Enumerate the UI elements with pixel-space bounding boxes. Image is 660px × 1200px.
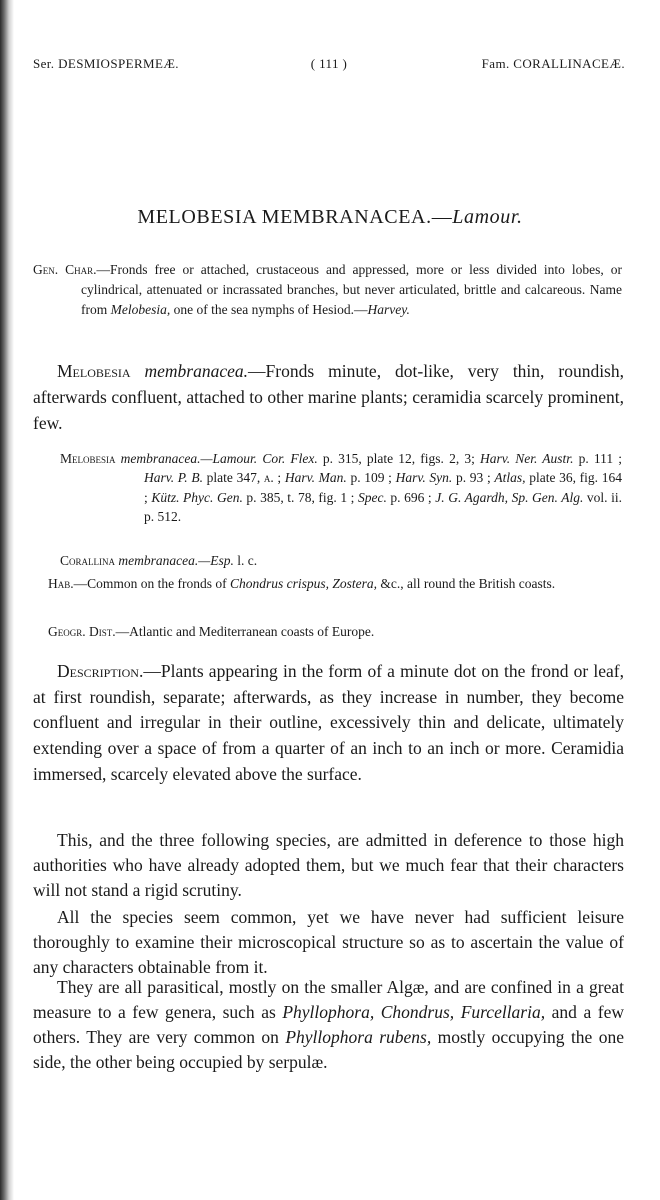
habitat <box>33 574 622 594</box>
gen-char-authority: Harvey. <box>367 302 410 317</box>
paragraph-text: They are all parasitical, mostly on the smaller Algæ, and are confined in a great measure to a few genera, such as <box>33 977 624 1022</box>
synonym-ref: Harv. Man. <box>284 470 347 486</box>
species-title-name: MELOBESIA MEMBRANACEA.— <box>137 206 453 228</box>
paragraph-text: mostly occupying the one side, the other being occupied by serpulæ. <box>33 1027 624 1072</box>
synonym-ref: a. <box>263 470 274 486</box>
description-text: —Plants appearing in the form of a minute dot on the frond or leaf, at first roundish, separate; afterwards, as they increase in number, they become confluent and irregular in their outline, excessively thin and delicate, ultimately extending over a space of from a quarter of an inch to an inch or more. Ceramidia immersed, scarcely elevated above the surface. <box>33 661 624 784</box>
synonym-ref: J. G. Agardh, Sp. Gen. Alg. <box>435 489 584 505</box>
geogr-text: —Atlantic and Mediterranean coasts of Europe. <box>115 624 375 639</box>
synonym-species: membranacea.—Esp. <box>118 553 234 568</box>
synonym-genus: Corallina <box>60 553 115 568</box>
description <box>33 659 624 788</box>
synonym-ref: Harv. P. B. <box>144 470 203 486</box>
synonym-ref: vol. ii. p. 512. <box>144 489 622 525</box>
description-label: Description. <box>57 661 144 681</box>
synonym-ref: p. 315, plate 12, figs. 2, 3; <box>317 451 481 466</box>
geogr-label: Geogr. Dist. <box>48 624 116 639</box>
diagnosis-species: membranacea. <box>144 361 249 381</box>
gen-char-italic-genus: Melobesia, <box>110 302 171 317</box>
paragraph <box>33 975 624 1075</box>
synonym-ref: p. 93 ; <box>452 470 495 486</box>
synonym-ref: plate 36, fig. 164 ; <box>144 470 622 505</box>
species-diagnosis <box>33 358 624 436</box>
header-page-number: ( 111 ) <box>310 56 348 71</box>
synonym-species: membranacea.—Lamour. Cor. Flex. <box>120 451 318 466</box>
paragraph-species: Phyllophora rubens, <box>285 1027 432 1047</box>
paragraph: All the species seem common, yet we have never had sufficient leisure thoroughly to examine their microscopical structure so as to ascertain the value of any characters obtainable from it. <box>33 907 624 977</box>
synonym-ref: l. c. <box>233 553 258 568</box>
gen-char-text-2: one of the sea nymphs of Hesiod.— <box>170 302 368 317</box>
habitat-text: —Common on the fronds of <box>73 576 231 591</box>
gen-char-text: —Fronds free or attached, crustaceous and appressed, more or less divided into lobes, or cylindrical, attenuated or incrassated branches, but never articulated, brittle and calcareous. Name from <box>81 262 622 317</box>
gen-char-label: Gen. Char. <box>33 262 97 277</box>
synonym-ref: Atlas, <box>494 470 526 486</box>
species-title-author: Lamour. <box>452 206 523 228</box>
synonym-ref: p. 111 ; <box>573 451 623 466</box>
synonym-ref: Kütz. Phyc. Gen. <box>151 489 243 505</box>
synonym-entry <box>60 449 622 527</box>
diagnosis-text: —Fronds minute, dot-like, very thin, roundish, afterwards confluent, attached to other marine plants; ceramidia scarcely prominent, few. <box>33 361 624 433</box>
synonym-ref: plate 347, <box>202 470 264 486</box>
header-family: Fam. CORALLINACEÆ. <box>481 56 625 71</box>
synonym-ref: Harv. Ner. Austr. <box>480 451 574 466</box>
paragraph-text: and a few others. They are very common on <box>33 1002 624 1047</box>
species-title <box>0 206 660 229</box>
paragraph: This, and the three following species, are admitted in deference to those high authorities who have already adopted them, but we much fear that their characters will not stand a rigid scrutiny. <box>33 830 624 900</box>
synonym-ref: ; <box>273 470 285 486</box>
synonym-entry <box>60 551 622 570</box>
generic-character <box>33 260 622 320</box>
geographic-distribution <box>48 622 622 642</box>
synonym-ref: p. 696 ; <box>386 489 436 505</box>
diagnosis-genus: Melobesia <box>57 361 131 381</box>
running-header <box>33 56 625 76</box>
paragraph-genera: Phyllophora, Chondrus, Furcellaria, <box>282 1002 546 1022</box>
synonym-ref: p. 385, t. 78, fig. 1 ; <box>242 489 358 505</box>
habitat-hosts: Chondrus crispus, Zostera, <box>230 576 378 591</box>
synonym-ref: p. 109 ; <box>346 470 396 486</box>
habitat-label: Hab. <box>48 576 74 591</box>
synonym-ref: Spec. <box>358 489 387 505</box>
synonym-genus: Melobesia <box>60 451 116 466</box>
synonym-ref: Harv. Syn. <box>395 470 453 486</box>
header-series: Ser. DESMIOSPERMEÆ. <box>33 56 179 71</box>
habitat-text-2: &c., all round the British coasts. <box>377 576 556 591</box>
page-binding-edge <box>0 0 14 1200</box>
